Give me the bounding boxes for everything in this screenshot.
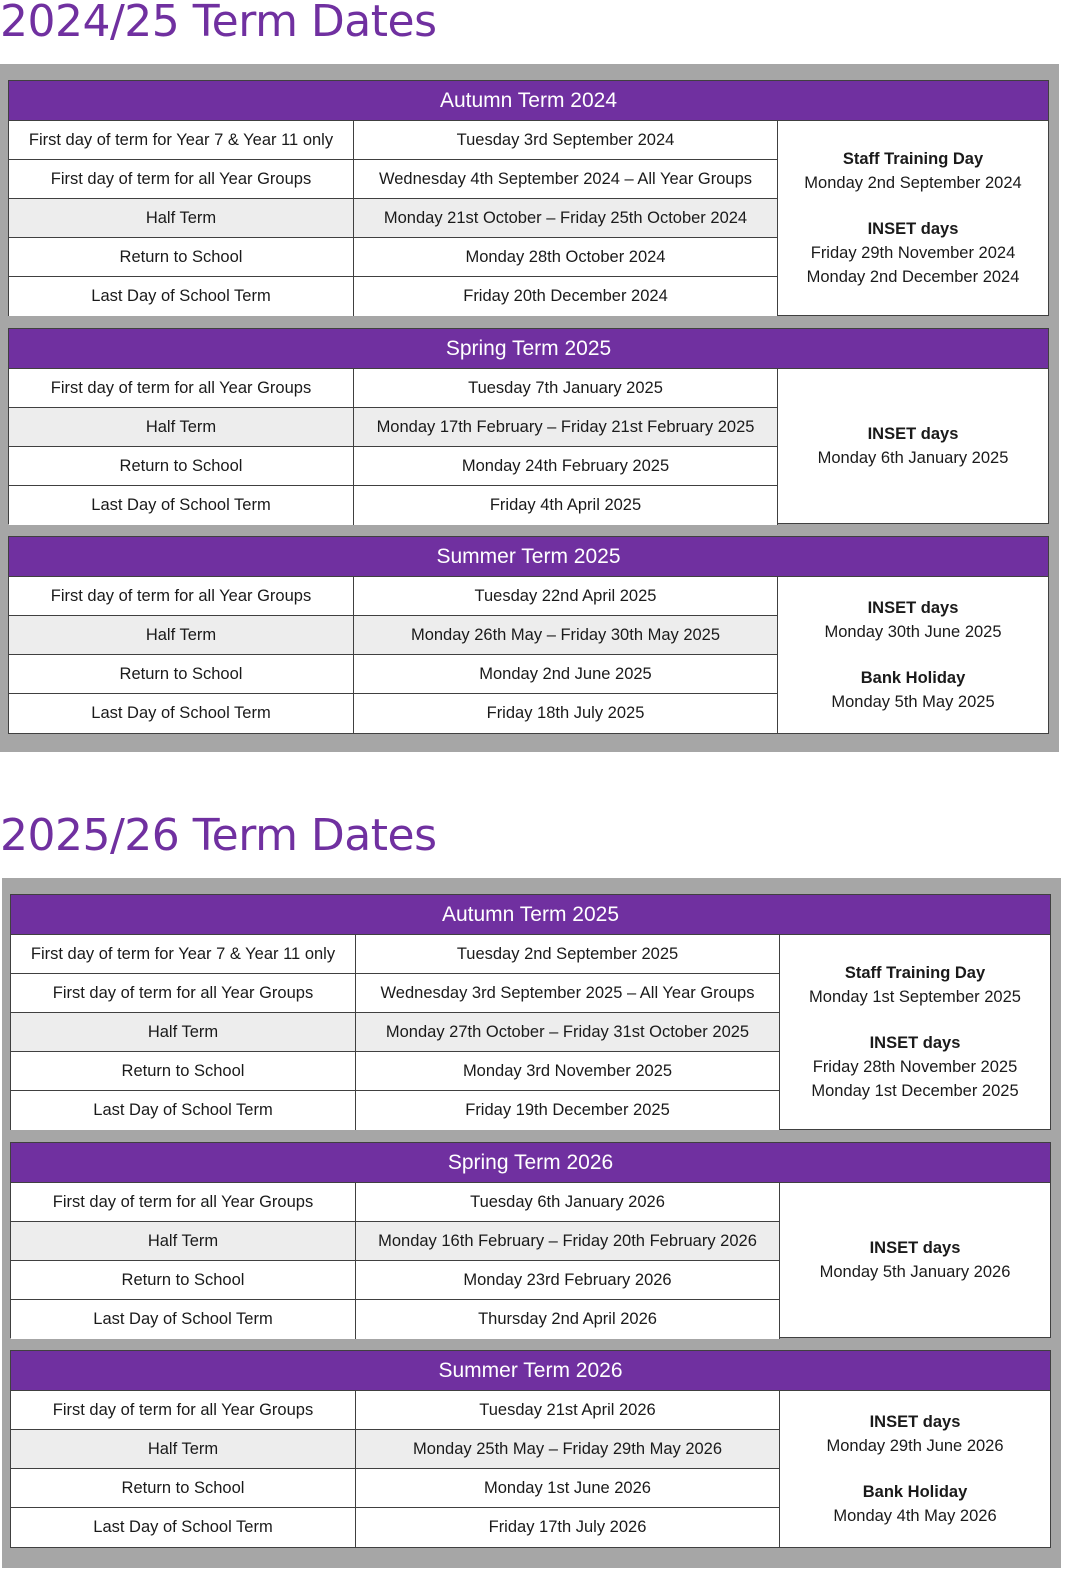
term-header: Spring Term 2026	[11, 1143, 1050, 1183]
row-label: Last Day of School Term	[9, 277, 354, 316]
row-date: Monday 24th February 2025	[354, 447, 778, 485]
term-notes	[780, 935, 1050, 1129]
row-date: Monday 28th October 2024	[354, 238, 778, 276]
note-heading: INSET days	[869, 1034, 961, 1052]
term-header: Summer Term 2026	[11, 1351, 1050, 1391]
table-row	[9, 577, 778, 616]
table-row	[9, 408, 778, 447]
year-title-2024-25: 2024/25 Term Dates	[0, 0, 437, 47]
term-dates-panel-2024-25	[0, 64, 1059, 752]
row-label: First day of term for all Year Groups	[9, 160, 354, 198]
row-label: Last Day of School Term	[11, 1300, 356, 1339]
note-line: Monday 2nd September 2024	[804, 174, 1022, 192]
table-row	[11, 974, 780, 1013]
note-line: Monday 5th January 2026	[819, 1263, 1011, 1281]
note-heading: INSET days	[869, 1413, 961, 1431]
note-heading: INSET days	[867, 220, 959, 238]
table-row	[11, 1052, 780, 1091]
term-header: Spring Term 2025	[9, 329, 1048, 369]
row-label: Return to School	[11, 1469, 356, 1507]
row-date: Tuesday 22nd April 2025	[354, 577, 778, 615]
row-label: Half Term	[11, 1222, 356, 1260]
note-line: Monday 2nd December 2024	[806, 268, 1020, 286]
row-date: Monday 1st June 2026	[356, 1469, 780, 1507]
row-label: First day of term for all Year Groups	[9, 577, 354, 615]
table-row	[11, 1508, 780, 1547]
term-notes	[780, 1391, 1050, 1547]
table-row	[11, 1261, 780, 1300]
note-heading: Bank Holiday	[862, 1483, 968, 1501]
table-row	[9, 238, 778, 277]
row-date: Friday 4th April 2025	[354, 486, 778, 525]
term-table-autumn-2025	[10, 894, 1051, 1130]
table-row	[11, 1222, 780, 1261]
table-row	[9, 199, 778, 238]
row-label: Return to School	[11, 1261, 356, 1299]
term-table-spring-2025	[8, 328, 1049, 524]
row-date: Tuesday 6th January 2026	[356, 1183, 780, 1221]
row-label: Return to School	[9, 238, 354, 276]
table-row	[11, 1091, 780, 1130]
term-notes	[778, 369, 1048, 523]
note-line: Monday 29th June 2026	[826, 1437, 1004, 1455]
note-heading: INSET days	[869, 1239, 961, 1257]
row-date: Tuesday 2nd September 2025	[356, 935, 780, 973]
note-heading: Bank Holiday	[860, 669, 966, 687]
term-table-autumn-2024	[8, 80, 1049, 316]
term-table-summer-2026	[10, 1350, 1051, 1548]
note-line: Monday 1st September 2025	[809, 988, 1021, 1006]
row-date: Monday 27th October – Friday 31st October 2025	[356, 1013, 780, 1051]
row-label: Last Day of School Term	[9, 486, 354, 525]
table-row	[9, 486, 778, 525]
row-label: Half Term	[9, 616, 354, 654]
row-label: First day of term for all Year Groups	[11, 1183, 356, 1221]
row-date: Thursday 2nd April 2026	[356, 1300, 780, 1339]
row-date: Wednesday 4th September 2024 – All Year Groups	[354, 160, 778, 198]
row-date: Friday 18th July 2025	[354, 694, 778, 733]
row-label: Return to School	[11, 1052, 356, 1090]
table-row	[9, 277, 778, 316]
term-notes	[778, 121, 1048, 315]
row-date: Monday 25th May – Friday 29th May 2026	[356, 1430, 780, 1468]
note-heading: INSET days	[867, 425, 959, 443]
note-heading: Staff Training Day	[844, 964, 986, 982]
row-label: Last Day of School Term	[11, 1508, 356, 1547]
row-date: Monday 26th May – Friday 30th May 2025	[354, 616, 778, 654]
term-notes	[780, 1183, 1050, 1337]
table-row	[11, 935, 780, 974]
row-date: Monday 21st October – Friday 25th October 2024	[354, 199, 778, 237]
note-heading: Staff Training Day	[842, 150, 984, 168]
row-label: First day of term for all Year Groups	[9, 369, 354, 407]
row-label: Return to School	[9, 655, 354, 693]
row-date: Monday 2nd June 2025	[354, 655, 778, 693]
row-label: Half Term	[11, 1430, 356, 1468]
note-line: Monday 30th June 2025	[824, 623, 1002, 641]
row-label: Last Day of School Term	[11, 1091, 356, 1130]
row-date: Monday 16th February – Friday 20th February 2026	[356, 1222, 780, 1260]
row-date: Wednesday 3rd September 2025 – All Year Groups	[356, 974, 780, 1012]
table-row	[11, 1430, 780, 1469]
term-table-spring-2026	[10, 1142, 1051, 1338]
table-row	[9, 655, 778, 694]
table-row	[9, 616, 778, 655]
table-row	[9, 121, 778, 160]
row-label: First day of term for all Year Groups	[11, 1391, 356, 1429]
row-label: Last Day of School Term	[9, 694, 354, 733]
row-date: Monday 23rd February 2026	[356, 1261, 780, 1299]
year-title-2025-26: 2025/26 Term Dates	[0, 810, 437, 861]
row-date: Friday 19th December 2025	[356, 1091, 780, 1130]
note-heading: INSET days	[867, 599, 959, 617]
note-line: Monday 1st December 2025	[811, 1082, 1019, 1100]
term-header: Autumn Term 2025	[11, 895, 1050, 935]
table-row	[11, 1391, 780, 1430]
table-row	[9, 694, 778, 733]
note-line: Friday 29th November 2024	[810, 244, 1016, 262]
table-row	[11, 1183, 780, 1222]
row-date: Tuesday 21st April 2026	[356, 1391, 780, 1429]
row-label: Half Term	[9, 408, 354, 446]
note-line: Monday 4th May 2026	[833, 1507, 997, 1525]
term-table-summer-2025	[8, 536, 1049, 734]
table-row	[11, 1300, 780, 1339]
note-line: Monday 5th May 2025	[831, 693, 995, 711]
table-row	[9, 447, 778, 486]
row-date: Monday 17th February – Friday 21st February 2025	[354, 408, 778, 446]
row-date: Friday 20th December 2024	[354, 277, 778, 316]
table-row	[9, 160, 778, 199]
row-date: Tuesday 3rd September 2024	[354, 121, 778, 159]
table-row	[9, 369, 778, 408]
term-header: Autumn Term 2024	[9, 81, 1048, 121]
row-date: Monday 3rd November 2025	[356, 1052, 780, 1090]
row-label: First day of term for all Year Groups	[11, 974, 356, 1012]
note-line: Friday 28th November 2025	[812, 1058, 1018, 1076]
row-label: First day of term for Year 7 & Year 11 only	[11, 935, 356, 973]
row-date: Friday 17th July 2026	[356, 1508, 780, 1547]
row-date: Tuesday 7th January 2025	[354, 369, 778, 407]
table-row	[11, 1469, 780, 1508]
term-notes	[778, 577, 1048, 733]
table-row	[11, 1013, 780, 1052]
row-label: Return to School	[9, 447, 354, 485]
row-label: First day of term for Year 7 & Year 11 only	[9, 121, 354, 159]
row-label: Half Term	[9, 199, 354, 237]
term-dates-panel-2025-26	[2, 878, 1061, 1568]
row-label: Half Term	[11, 1013, 356, 1051]
note-line: Monday 6th January 2025	[817, 449, 1009, 467]
term-header: Summer Term 2025	[9, 537, 1048, 577]
